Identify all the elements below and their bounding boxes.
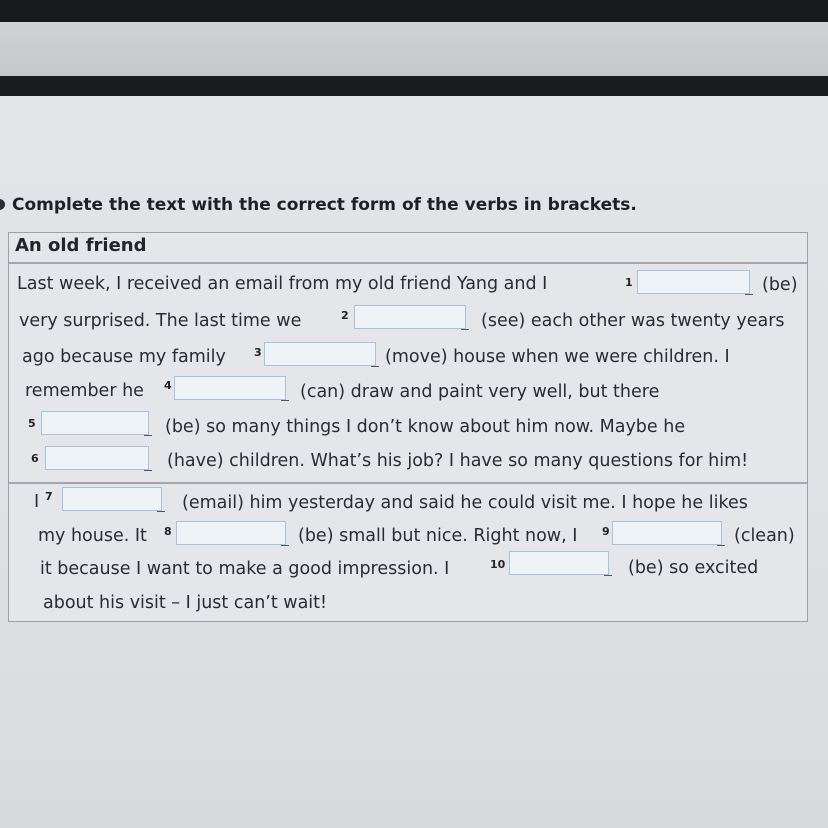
text-line-4b: (can) draw and paint very well, but there (300, 382, 660, 402)
answer-input-10[interactable] (509, 551, 609, 575)
text-line-8: my house. It (38, 526, 147, 546)
gap-number-2: 2 (341, 309, 349, 322)
answer-input-8[interactable] (176, 521, 286, 545)
text-line-9b: (be) so excited (628, 558, 759, 578)
answer-input-6[interactable] (45, 446, 149, 470)
answer-input-3[interactable] (264, 342, 376, 366)
gap-number-6: 6 (31, 452, 39, 465)
text-line-8b: (be) small but nice. Right now, I (298, 526, 578, 546)
answer-input-7[interactable] (62, 487, 162, 511)
text-line-3b: (move) house when we were children. I (385, 347, 730, 367)
browser-toolbar (0, 22, 828, 76)
text-line-5: (be) so many things I don’t know about him now. Maybe he (165, 417, 686, 437)
answer-input-1[interactable] (637, 270, 750, 294)
gap-number-9: 9 (602, 525, 610, 538)
top-bezel (0, 0, 828, 22)
text-line-7b: (email) him yesterday and said he could visit me. I hope he likes (182, 493, 748, 513)
gap-number-7: 7 (45, 490, 53, 503)
text-line-2: very surprised. The last time we (19, 311, 302, 331)
text-line-3: ago because my family (22, 347, 226, 367)
exercise-title: An old friend (15, 235, 147, 256)
text-line-6: (have) children. What’s his job? I have so many questions for him! (167, 451, 749, 471)
answer-input-4[interactable] (174, 376, 286, 400)
text-line-8c: (clean) (734, 526, 795, 546)
gap-number-4: 4 (164, 379, 172, 392)
text-line-2b: (see) each other was twenty years (481, 311, 785, 331)
exercise-instruction: Complete the text with the correct form of the verbs in brackets. (12, 195, 637, 215)
gap-number-1: 1 (625, 276, 633, 289)
title-divider (9, 262, 807, 264)
text-line-1b: (be) (762, 275, 798, 295)
answer-input-5[interactable] (41, 411, 149, 435)
toolbar-divider (0, 76, 828, 96)
gap-number-3: 3 (254, 346, 262, 359)
text-line-7: I (34, 492, 40, 512)
text-line-10: about his visit – I just can’t wait! (43, 593, 328, 613)
gap-number-8: 8 (164, 525, 172, 538)
gap-number-10: 10 (490, 558, 506, 571)
text-line-1: Last week, I received an email from my old friend Yang and I (17, 274, 548, 294)
answer-input-9[interactable] (612, 521, 722, 545)
text-line-9: it because I want to make a good impression. I (40, 559, 450, 579)
paragraph-divider (9, 482, 807, 484)
text-line-4: remember he (25, 381, 144, 401)
answer-input-2[interactable] (354, 305, 466, 329)
gap-number-5: 5 (28, 417, 36, 430)
